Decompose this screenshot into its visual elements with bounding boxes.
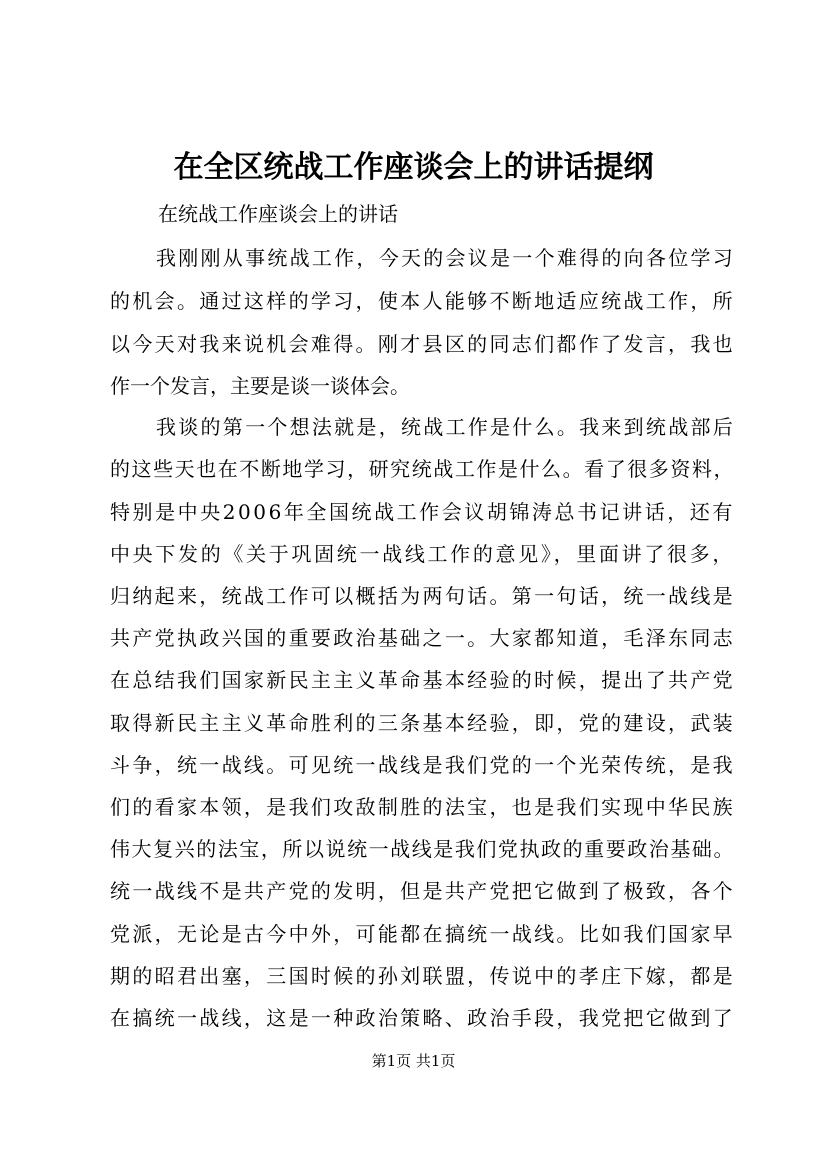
paragraph-line: 的这些天也在不断地学习，研究统战工作是什么。看了很多资料， [110, 457, 735, 481]
paragraph-line: 我谈的第一个想法就是，统战工作是什么。我来到统战部后 [156, 415, 735, 439]
paragraph-line: 取得新民主主义革命胜利的三条基本经验，即，党的建设，武装 [110, 711, 735, 735]
document-subtitle: 在统战工作座谈会上的讲话 [158, 202, 398, 226]
document-title: 在全区统战工作座谈会上的讲话提纲 [173, 150, 654, 185]
paragraph-line: 们的看家本领，是我们攻敌制胜的法宝，也是我们实现中华民族 [110, 795, 735, 819]
paragraph-line: 期的昭君出塞，三国时候的孙刘联盟，传说中的孝庄下嫁，都是 [110, 964, 735, 988]
paragraph-line: 我刚刚从事统战工作，今天的会议是一个难得的向各位学习 [156, 246, 735, 270]
paragraph-line: 统一战线不是共产党的发明，但是共产党把它做到了极致，各个 [110, 879, 735, 903]
paragraph-line: 党派，无论是古今中外，可能都在搞统一战线。比如我们国家早 [110, 922, 735, 946]
paragraph-line: 特别是中央2006年全国统战工作会议胡锦涛总书记讲话，还有 [110, 500, 735, 524]
paragraph-line: 的机会。通过这样的学习，使本人能够不断地适应统战工作，所 [110, 289, 735, 313]
paragraph-line: 伟大复兴的法宝，所以说统一战线是我们党执政的重要政治基础。 [110, 837, 735, 861]
paragraph-line: 在总结我们国家新民主主义革命基本经验的时候，提出了共产党 [110, 668, 735, 692]
paragraph-line: 归纳起来，统战工作可以概括为两句话。第一句话，统一战线是 [110, 584, 735, 608]
paragraph-line: 斗争，统一战线。可见统一战线是我们党的一个光荣传统，是我 [110, 753, 735, 777]
paragraph-line: 中央下发的《关于巩固统一战线工作的意见》，里面讲了很多， [110, 542, 735, 566]
paragraph-line: 在搞统一战线，这是一种政治策略、政治手段，我党把它做到了 [110, 1006, 735, 1030]
paragraph-line: 共产党执政兴国的重要政治基础之一。大家都知道，毛泽东同志 [110, 626, 735, 650]
page-number-footer: 第1页 共1页 [371, 1052, 456, 1070]
paragraph-line: 以今天对我来说机会难得。刚才县区的同志们都作了发言，我也 [110, 332, 735, 356]
paragraph-line: 作一个发言，主要是谈一谈体会。 [110, 374, 410, 398]
